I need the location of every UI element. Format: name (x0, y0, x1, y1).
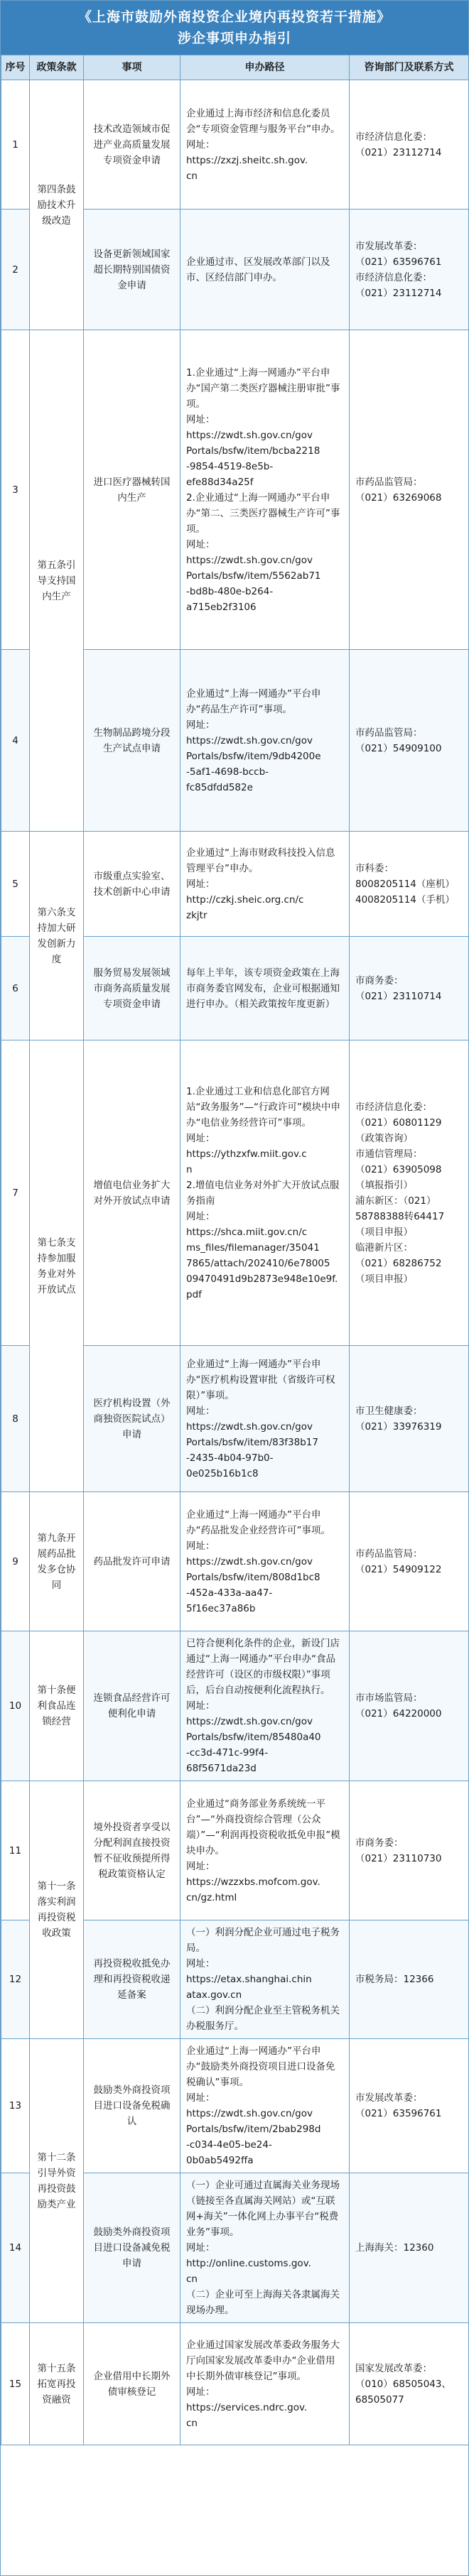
path-line: atax.gov.cn (186, 1989, 242, 2001)
contact-line: （021）68286752 (355, 1257, 442, 1269)
contact-line: （021）60801129 (355, 1116, 442, 1129)
path-line: 企业通过国家发展改革委政务服务大厅向国家发展改革委申办“企业借用中长期外债审核登记”事项。 (186, 2339, 340, 2382)
table-row (1, 1492, 469, 1631)
contact-line: （021）23110730 (355, 1852, 442, 1864)
path-line: 企业通过“上海市财政科技投入信息管理平台”申办。 (186, 847, 335, 874)
path-line: ms_files/filemanager/35041 (186, 1241, 320, 1254)
contact-line: （项目申报） (355, 1273, 413, 1285)
path-line: Portals/bsfw/item/2bab298d (186, 2124, 321, 2135)
path-line: 网址： (186, 2092, 215, 2104)
cell-contact (350, 650, 469, 832)
path-line: 企业通过上海市经济和信息化委员会“专项资金管理与服务平台”申办。 (186, 107, 340, 135)
path-line: fc85dfdd582e (186, 781, 253, 793)
cell-contact (350, 1492, 469, 1631)
path-link[interactable]: https://wzzxbs.mofcom.gov. (186, 1876, 320, 1888)
title-line-2: 涉企事项申办指引 (177, 31, 291, 46)
path-line: -2435-4b04-97b0- (186, 1452, 274, 1464)
path-link[interactable]: https://zwdt.sh.gov.cn/gov (186, 1716, 313, 1727)
cell-item: 药品批发许可申请 (84, 1492, 180, 1631)
guide-table (1, 55, 469, 2445)
cell-no: 9 (1, 1492, 30, 1631)
contact-line: 市药品监管局： (355, 476, 423, 488)
cell-contact (350, 1346, 469, 1492)
path-line: 网址： (186, 413, 215, 425)
contact-line: （021）54909122 (355, 1563, 442, 1575)
title-line-1: 《上海市鼓励外商投资企业境内再投资若干措施》 (77, 9, 391, 25)
path-line: （二）企业可至上海海关各隶属海关现场办理。 (186, 2289, 340, 2316)
path-line: 企业通过“上海一网通办”平台申办“药品生产许可”事项。 (186, 688, 321, 715)
path-line: cn (186, 2417, 198, 2429)
path-line: -452a-433a-aa47- (186, 1587, 273, 1599)
path-link[interactable]: https://zwdt.sh.gov.cn/gov (186, 1555, 313, 1567)
contact-line: 浦东新区：（021） (355, 1195, 436, 1207)
contact-line: 国家发展改革委： (355, 2362, 432, 2374)
header-path: 申办路径 (180, 55, 350, 80)
contact-line: 临港新片区： (355, 1241, 413, 1254)
contact-line: 市经济信息化委： (355, 271, 432, 283)
path-line: -cc3d-471c-99f4- (186, 1747, 269, 1759)
contact-line: （021）63905098 (355, 1163, 442, 1175)
path-line: 网址： (186, 1958, 215, 1969)
path-line: 网址： (186, 878, 215, 890)
cell-no: 3 (1, 330, 30, 650)
contact-line: 市发展改革委： (355, 2092, 423, 2104)
contact-line: 市科委： (355, 862, 394, 874)
path-line: -9854-4519-8e5b- (186, 460, 274, 472)
contact-line: 上海海关：12360 (355, 2242, 434, 2254)
cell-path (180, 2039, 350, 2173)
cell-no: 15 (1, 2323, 30, 2445)
table-body (1, 80, 469, 2445)
path-link[interactable]: https://zxzj.sheitc.sh.gov. (186, 154, 308, 166)
contact-line: （政策咨询） (355, 1132, 413, 1144)
cell-contact (350, 210, 469, 330)
path-link[interactable]: https://etax.shanghai.chin (186, 1974, 312, 1985)
cell-item: 企业借用中长期外债审核登记 (84, 2323, 180, 2445)
cell-contact (350, 1040, 469, 1346)
cell-contact (350, 937, 469, 1040)
contact-line: 市卫生健康委： (355, 1405, 423, 1417)
path-line: n (186, 1163, 193, 1175)
cell-item: 市级重点实验室、技术创新中心申请 (84, 832, 180, 937)
path-line: 网址： (186, 1860, 215, 1872)
cell-no: 4 (1, 650, 30, 832)
cell-clause: 第十二条引导外资再投资鼓励类产业 (30, 2039, 84, 2323)
cell-path (180, 1492, 350, 1631)
cell-clause: 第六条支持加大研发创新力度 (30, 832, 84, 1040)
path-link[interactable]: https://ythzxfw.miit.gov.c (186, 1148, 307, 1160)
cell-clause: 第十条便利食品连锁经营 (30, 1631, 84, 1781)
cell-clause: 第四条鼓励技术升级改造 (30, 80, 84, 330)
path-line: Portals/bsfw/item/5562ab71 (186, 570, 321, 582)
contact-line: 68505077 (355, 2393, 404, 2406)
table-row (1, 1631, 469, 1781)
path-line: 网址： (186, 1405, 215, 1417)
contact-line: （021）23112714 (355, 146, 442, 158)
path-line: 网址： (186, 2386, 215, 2398)
contact-line: （021）23112714 (355, 287, 442, 299)
table-row (1, 1040, 469, 1346)
path-line: （二）利润分配企业至主管税务机关办税服务厅。 (186, 2005, 340, 2032)
cell-contact (350, 1920, 469, 2039)
contact-line: （021）63269068 (355, 491, 442, 504)
cell-contact (350, 2173, 469, 2323)
cell-no: 8 (1, 1346, 30, 1492)
contact-line: （021）64220000 (355, 1708, 442, 1719)
path-link[interactable]: https://shca.miit.gov.cn/c (186, 1226, 308, 1238)
cell-contact (350, 80, 469, 210)
cell-no: 14 (1, 2173, 30, 2323)
path-line: 网址： (186, 2242, 215, 2254)
path-link[interactable]: https://zwdt.sh.gov.cn/gov (186, 2108, 313, 2119)
path-line: 5f16ec37a86b (186, 1602, 256, 1614)
cell-contact (350, 1781, 469, 1920)
cell-clause: 第十一条落实利润再投资税收政策 (30, 1781, 84, 2039)
cell-contact (350, 1631, 469, 1781)
cell-clause: 第九条开展药品批发多仓协同 (30, 1492, 84, 1631)
path-line: 09470491d9b2873e948e10e9f. (186, 1273, 338, 1285)
cell-no: 13 (1, 2039, 30, 2173)
header-no: 序号 (1, 55, 30, 80)
path-line: Portals/bsfw/item/83f38b17 (186, 1436, 318, 1448)
path-line: 已符合便利化条件的企业，新设门店通过“上海一网通办”平台申办“食品经营许可（设区的市级权限）”事项后，后台自动按便利化流程执行。 (186, 1638, 340, 1696)
table-row (1, 2323, 469, 2445)
table-row (1, 1781, 469, 1920)
cell-path (180, 1631, 350, 1781)
contact-line: 市商务委： (355, 974, 404, 987)
path-line: zkjtr (186, 909, 207, 921)
header-clause: 政策条款 (30, 55, 84, 80)
path-link[interactable]: https://zwdt.sh.gov.cn/gov (186, 734, 313, 746)
path-line: -c034-4e05-be24- (186, 2139, 272, 2151)
contact-line: （010）68505043、 (355, 2378, 451, 2390)
path-line: 2.企业通过“上海一网通办”平台申办“第二、三类医疗器械生产许可”事项。 (186, 491, 340, 535)
cell-path (180, 2323, 350, 2445)
contact-line: 市药品监管局： (355, 727, 423, 739)
document-title (1, 1, 468, 55)
table-row (1, 330, 469, 650)
path-line: cn (186, 170, 198, 182)
cell-path (180, 210, 350, 330)
path-line: efe88d34a25f (186, 476, 254, 488)
path-line: 网址： (186, 138, 215, 151)
contact-line: 市税务局：12366 (355, 1974, 434, 1985)
header-contact: 咨询部门及联系方式 (350, 55, 469, 80)
path-line: Portals/bsfw/item/808d1bc8 (186, 1571, 320, 1583)
cell-item: 服务贸易发展领域市商务高质量发展专项资金申请 (84, 937, 180, 1040)
contact-line: （项目申报） (355, 1226, 413, 1238)
path-line: 网址： (186, 1700, 215, 1712)
cell-path (180, 832, 350, 937)
cell-path (180, 2173, 350, 2323)
path-line: 1.企业通过工业和信息化部官方网站“政务服务”—“行政许可”模块中申办“电信业务经营许可”事项。 (186, 1085, 340, 1129)
contact-line: 4008205114（手机） (355, 893, 455, 906)
contact-line: 市商务委： (355, 1837, 404, 1849)
path-link[interactable]: https://services.ndrc.gov. (186, 2401, 308, 2413)
path-line: 企业通过市、区发展改革部门以及市、区经信部门申办。 (186, 256, 330, 283)
cell-contact (350, 2323, 469, 2445)
cell-contact (350, 2039, 469, 2173)
header-item: 事项 (84, 55, 180, 80)
cell-path (180, 1346, 350, 1492)
cell-item: 进口医疗器械转国内生产 (84, 330, 180, 650)
cell-item: 生物制品跨境分段生产试点申请 (84, 650, 180, 832)
cell-no: 6 (1, 937, 30, 1040)
cell-path (180, 1040, 350, 1346)
table-header-row (1, 55, 469, 80)
path-line: 网址： (186, 719, 215, 731)
table-row (1, 80, 469, 210)
cell-clause: 第七条支持参加服务业对外开放试点 (30, 1040, 84, 1492)
cell-no: 12 (1, 1920, 30, 2039)
cell-item: 增值电信业务扩大对外开放试点申请 (84, 1040, 180, 1346)
contact-line: 市发展改革委： (355, 240, 423, 252)
path-line: Portals/bsfw/item/9db4200e (186, 750, 321, 762)
path-line: 企业通过“上海一网通办”平台申办“鼓励类外商投资项目进口设备免税确认”事项。 (186, 2045, 335, 2088)
cell-item: 医疗机构设置（外商独资医院试点）申请 (84, 1346, 180, 1492)
path-line: 网址： (186, 1540, 215, 1552)
cell-no: 5 (1, 832, 30, 937)
cell-item: 技术改造领域市促进产业高质量发展专项资金申请 (84, 80, 180, 210)
contact-line: 市通信管理局： (355, 1148, 423, 1160)
path-line: cn/gz.html (186, 1891, 237, 1903)
contact-line: （021）54909100 (355, 742, 442, 754)
path-line: a715eb2f3106 (186, 601, 257, 613)
contact-line: 市药品监管局： (355, 1548, 423, 1560)
contact-line: 8008205114（座机） (355, 878, 455, 890)
cell-path (180, 650, 350, 832)
cell-path (180, 330, 350, 650)
contact-line: （021）23110714 (355, 990, 442, 1002)
path-line: 企业通过“商务部业务系统统一平台”—“外商投资综合管理（公众端）”—“利润再投资税收抵免申报”模块申办。 (186, 1798, 340, 1857)
cell-no: 10 (1, 1631, 30, 1781)
cell-item: 境外投资者享受以分配利润直接投资暂不征收预提所得税政策资格认定 (84, 1781, 180, 1920)
contact-line: （填报指引） (355, 1179, 413, 1191)
path-line: Portals/bsfw/item/85480a40 (186, 1732, 321, 1743)
contact-line: 58788388转64417 (355, 1210, 445, 1222)
path-link[interactable]: https://zwdt.sh.gov.cn/gov (186, 1420, 313, 1433)
cell-no: 11 (1, 1781, 30, 1920)
path-line: 68f5671da23d (186, 1763, 257, 1774)
contact-line: （021）33976319 (355, 1420, 442, 1433)
path-line: 7865/attach/202410/6e78005 (186, 1257, 330, 1269)
cell-item: 连锁食品经营许可便利化申请 (84, 1631, 180, 1781)
cell-path (180, 1781, 350, 1920)
cell-path (180, 80, 350, 210)
path-link[interactable]: https://zwdt.sh.gov.cn/gov (186, 429, 313, 441)
path-line: pdf (186, 1288, 202, 1300)
cell-no: 7 (1, 1040, 30, 1346)
path-line: 企业通过“上海一网通办”平台申办“医疗机构设置审批（省级许可权限）”事项。 (186, 1358, 335, 1401)
cell-no: 2 (1, 210, 30, 330)
cell-item: 鼓励类外商投资项目进口设备免税确认 (84, 2039, 180, 2173)
contact-line: 市经济信息化委： (355, 131, 432, 143)
path-line: 0e025b16b1c8 (186, 1467, 259, 1479)
path-link[interactable]: http://czkj.sheic.org.cn/c (186, 893, 304, 906)
path-line: -bd8b-480e-b264- (186, 585, 274, 597)
path-line: （一）企业可通过直属海关业务现场（链接至各直属海关网站）或“互联网+海关”一体化网上办事平台“税费业务”事项。 (186, 2180, 340, 2238)
path-link[interactable]: https://zwdt.sh.gov.cn/gov (186, 554, 313, 566)
cell-contact (350, 832, 469, 937)
path-line: -5af1-4698-bccb- (186, 766, 269, 778)
path-line: 网址： (186, 1132, 215, 1144)
cell-item: 设备更新领域国家超长期特别国债资金申请 (84, 210, 180, 330)
path-link[interactable]: http://online.customs.gov. (186, 2258, 311, 2269)
cell-no: 1 (1, 80, 30, 210)
cell-clause: 第十五条拓宽再投资融资 (30, 2323, 84, 2445)
cell-path (180, 937, 350, 1040)
table-row (1, 2039, 469, 2173)
contact-line: 市经济信息化委： (355, 1101, 432, 1113)
contact-line: （021）63596761 (355, 256, 442, 268)
path-line: 2.增值电信业务对外扩大开放试点服务指南 (186, 1179, 340, 1207)
path-line: Portals/bsfw/item/bcba2218 (186, 445, 320, 457)
path-line: cn (186, 2273, 198, 2285)
cell-item: 鼓励类外商投资项目进口设备减免税申请 (84, 2173, 180, 2323)
path-line: 每年上半年，该专项资金政策在上海市商务委官网发布，企业可根据通知进行申办。（相关政策按年度更新） (186, 967, 340, 1010)
cell-path (180, 1920, 350, 2039)
path-line: 企业通过“上海一网通办”平台申办“药品批发企业经营许可”事项。 (186, 1509, 330, 1536)
cell-contact (350, 330, 469, 650)
table-row (1, 832, 469, 937)
cell-clause: 第五条引导支持国内生产 (30, 330, 84, 832)
path-line: 1.企业通过“上海一网通办”平台申办“国产第二类医疗器械注册审批”事项。 (186, 366, 340, 410)
cell-item: 再投资税收抵免办理和再投资税收递延备案 (84, 1920, 180, 2039)
path-line: 网址： (186, 1210, 215, 1222)
path-line: （一）利润分配企业可通过电子税务局。 (186, 1927, 340, 1954)
contact-line: 市市场监管局： (355, 1692, 423, 1704)
contact-line: （021）63596761 (355, 2108, 442, 2119)
path-line: 0b0ab5492ffa (186, 2155, 254, 2166)
path-line: 网址： (186, 538, 215, 550)
